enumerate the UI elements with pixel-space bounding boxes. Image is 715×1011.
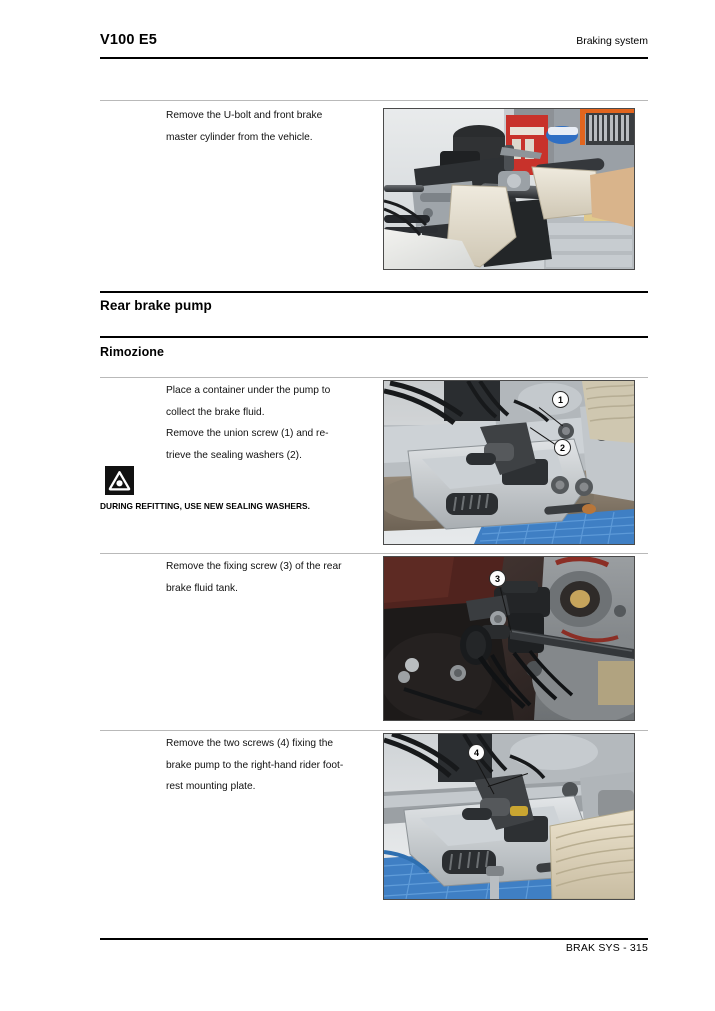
instruction-line: Place a container under the pump to	[166, 385, 331, 396]
instruction-line: brake pump to the right-hand rider foot-	[166, 759, 344, 771]
instruction-line: brake fluid tank.	[166, 582, 238, 594]
footer-rule	[100, 938, 648, 940]
instruction-footrest-screws	[166, 733, 374, 798]
page-header	[100, 32, 648, 48]
callout-1: 1	[552, 391, 569, 408]
page-title: V100 E5	[100, 32, 158, 48]
instruction-line: master cylinder from the vehicle.	[166, 131, 313, 143]
callout-3: 3	[489, 570, 506, 587]
block-separator-2	[100, 377, 648, 378]
photo-footrest-plate-screws	[383, 733, 635, 900]
instruction-line: Remove the U-bolt and front brake	[166, 110, 323, 121]
section-heading: Rear brake pump	[100, 298, 212, 313]
block-separator-1	[100, 100, 648, 101]
callout-4: 4	[468, 744, 485, 761]
photo-handlebar-master-cylinder	[383, 108, 635, 270]
subsection-heading-rule	[100, 336, 648, 338]
warning-text: DURING REFITTING, USE NEW SEALING WASHERS.	[100, 501, 310, 511]
instruction-line: collect the brake fluid.	[166, 406, 265, 418]
instruction-fluid-tank-screw	[166, 556, 374, 599]
instruction-line: Remove the fixing screw (3) of the rear	[166, 561, 342, 572]
warning-triangle-icon	[105, 466, 134, 495]
section-heading-rule	[100, 291, 648, 293]
block-separator-4	[100, 730, 648, 731]
instruction-line: trieve the sealing washers (2).	[166, 449, 302, 461]
header-rule	[100, 57, 648, 59]
footer-page-reference: BRAK SYS - 315	[565, 942, 648, 954]
instruction-line: Remove the union screw (1) and re-	[166, 428, 329, 439]
instruction-front-master-cylinder	[166, 105, 374, 148]
header-section-label: Braking system	[576, 35, 648, 47]
instruction-line: Remove the two screws (4) fixing the	[166, 738, 334, 749]
photo-fluid-tank-screw	[383, 556, 635, 721]
callout-2: 2	[554, 439, 571, 456]
subsection-heading: Rimozione	[100, 345, 165, 359]
instruction-union-screw	[166, 380, 374, 466]
instruction-line: rest mounting plate.	[166, 781, 256, 792]
photo-rear-pump-union-screw	[383, 380, 635, 545]
block-separator-3	[100, 553, 648, 554]
